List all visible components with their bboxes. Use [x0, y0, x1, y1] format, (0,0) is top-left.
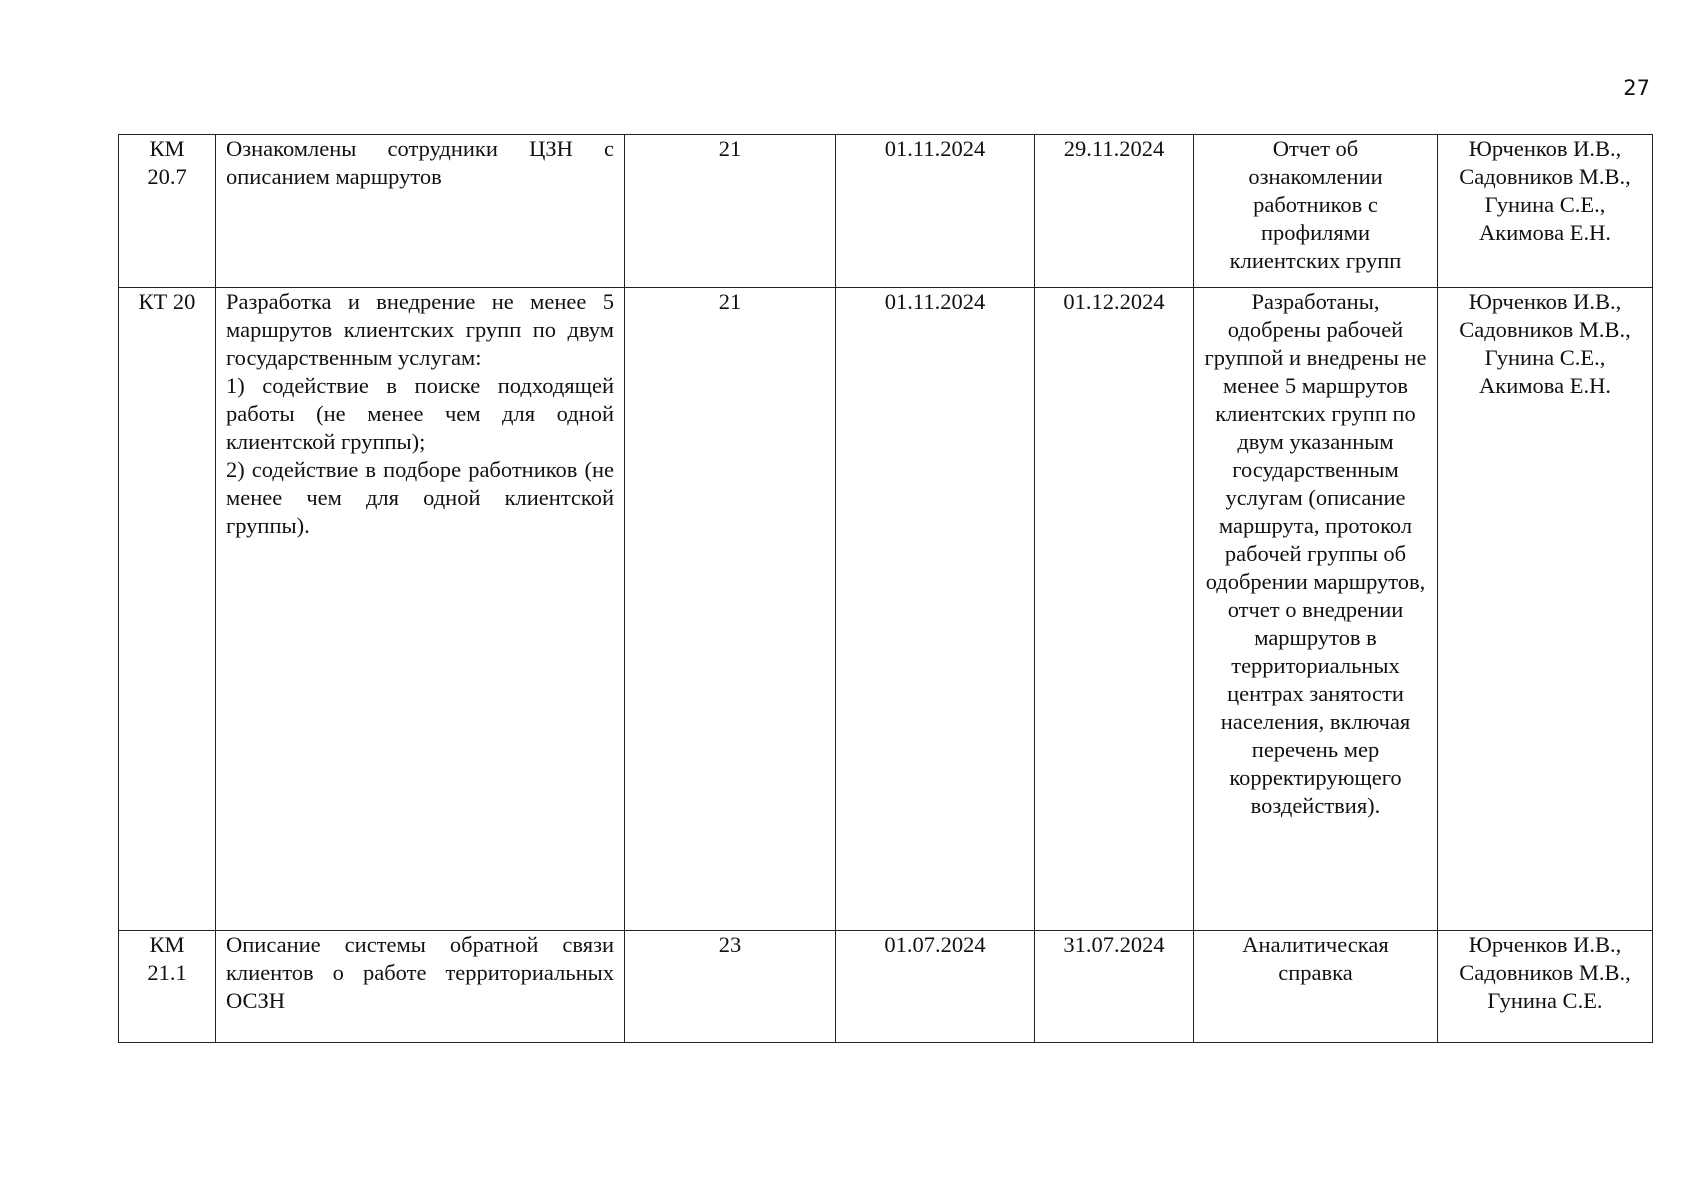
- cell-result: Разработаны, одобрены рабочей группой и внедрены не менее 5 маршрутов клиентских групп по двум указанным государственным услугам (описание маршрута, протокол рабочей группы об одобрении маршрутов, отчет о внедрении маршрутов в территориальных центрах занятости населения, включая перечень мер корректирующего воздействия).: [1194, 288, 1438, 931]
- cell-end-date: 01.12.2024: [1035, 288, 1194, 931]
- code-text: КМ 20.7: [147, 136, 187, 189]
- table-row: [119, 288, 1653, 931]
- cell-description: [216, 288, 625, 931]
- cell-end-date: 31.07.2024: [1035, 931, 1194, 1043]
- cell-description: [216, 135, 625, 288]
- cell-number: 23: [625, 931, 836, 1043]
- description-text: Описание системы обратной связи клиентов о работе территориальных ОСЗН: [226, 932, 614, 1013]
- cell-responsible: Юрченков И.В., Садовников М.В., Гунина С.Е., Акимова Е.Н.: [1438, 288, 1653, 931]
- code-text: КТ 20: [138, 289, 196, 314]
- cell-responsible: Юрченков И.В., Садовников М.В., Гунина С.Е., Акимова Е.Н.: [1438, 135, 1653, 288]
- table-row: [119, 135, 1653, 288]
- table-row: [119, 931, 1653, 1043]
- cell-end-date: 29.11.2024: [1035, 135, 1194, 288]
- cell-result: Аналитическая справка: [1194, 931, 1438, 1043]
- plan-table: [118, 134, 1653, 1043]
- cell-start-date: 01.11.2024: [836, 288, 1035, 931]
- cell-description: [216, 931, 625, 1043]
- cell-number: 21: [625, 288, 836, 931]
- cell-start-date: 01.11.2024: [836, 135, 1035, 288]
- cell-number: 21: [625, 135, 836, 288]
- page-number: 27: [1623, 76, 1650, 100]
- cell-code: [119, 931, 216, 1043]
- cell-code: [119, 288, 216, 931]
- code-text: КМ 21.1: [147, 932, 187, 985]
- cell-result: Отчет об ознакомлении работников с профилями клиентских групп: [1194, 135, 1438, 288]
- description-text: Ознакомлены сотрудники ЦЗН с описанием маршрутов: [226, 136, 614, 189]
- cell-code: [119, 135, 216, 288]
- cell-responsible: Юрченков И.В., Садовников М.В., Гунина С.Е.: [1438, 931, 1653, 1043]
- cell-start-date: 01.07.2024: [836, 931, 1035, 1043]
- description-text: Разработка и внедрение не менее 5 маршрутов клиентских групп по двум государственным услугам: 1) содействие в поиске подходящей работы (не менее чем для одной клиентской группы); 2) содействие в подборе работников (не менее чем для одной клиентской группы).: [226, 289, 614, 538]
